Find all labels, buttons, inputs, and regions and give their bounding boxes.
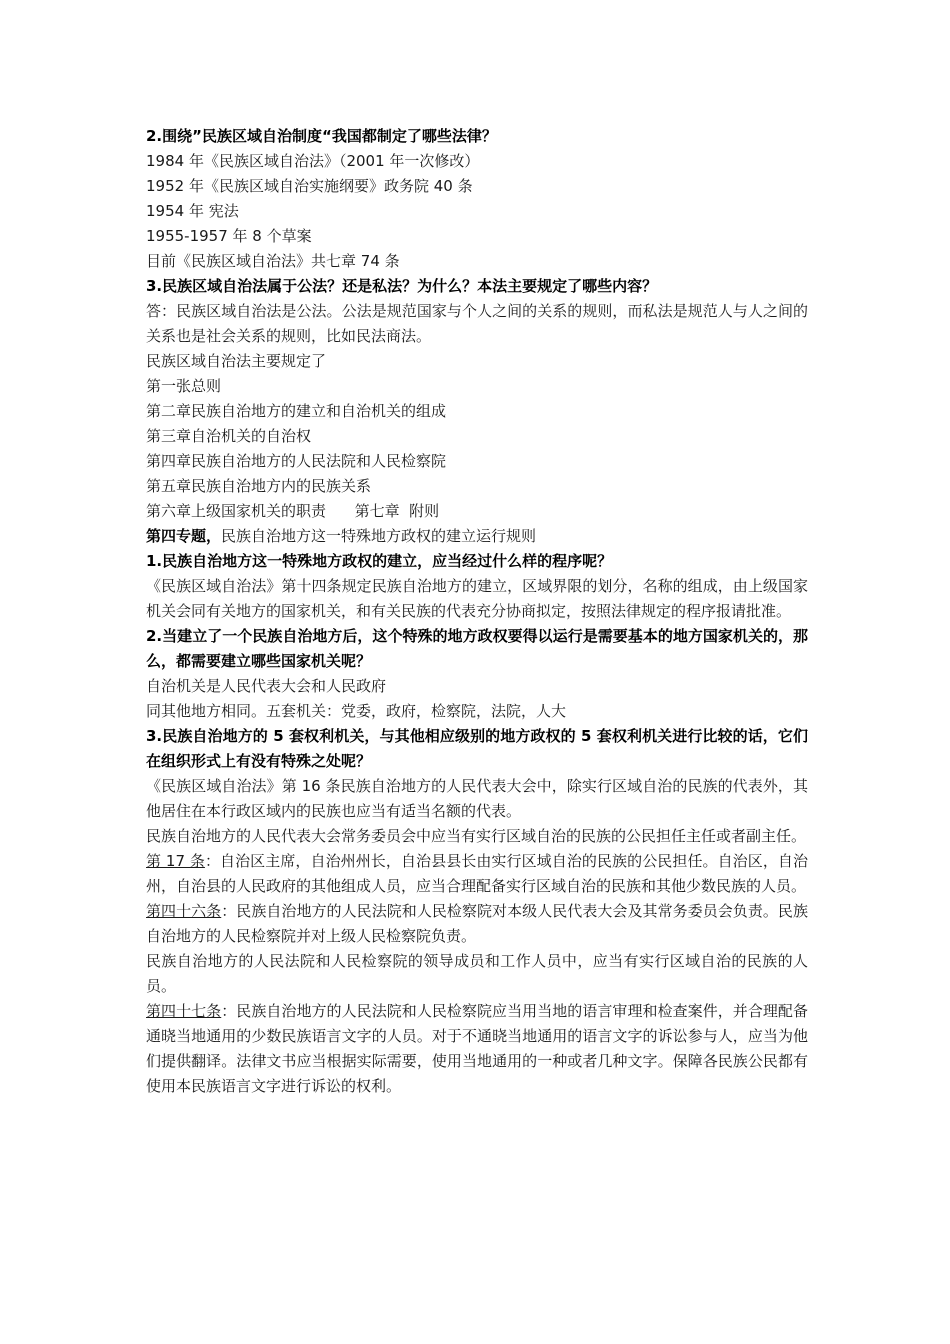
- chapter-item: 第六章上级国家机关的职责 第七章 附则: [146, 502, 440, 520]
- article-17-label: 第 17 条: [146, 852, 205, 870]
- five-organs-line: 同其他地方相同。五套机关：党委，政府，检察院，法院，人大: [146, 702, 567, 720]
- chapter-item: 第一张总则: [146, 377, 222, 395]
- chapters-intro: 民族区域自治法主要规定了: [146, 352, 327, 370]
- article-47-label: 第四十七条: [146, 1002, 222, 1020]
- article-17-paragraph: [146, 849, 808, 899]
- document-page: [146, 124, 808, 1099]
- chapter-item: 第四章民族自治地方的人民法院和人民检察院: [146, 452, 447, 470]
- standing-committee-paragraph: 民族自治地方的人民代表大会常务委员会中应当有实行区域自治的民族的公民担任主任或者副主任。: [146, 827, 807, 845]
- law-item: 目前《民族区域自治法》共七章 74 条: [146, 252, 400, 270]
- topic-4-label: 第四专题，: [146, 527, 222, 545]
- question-3-heading: 3.民族区域自治法属于公法？还是私法？为什么？本法主要规定了哪些内容？: [146, 277, 658, 295]
- law-item: 1952 年《民族区域自治实施纲要》政务院 40 条: [146, 177, 473, 195]
- article-46-label: 第四十六条: [146, 902, 222, 920]
- chapter-item: 第三章自治机关的自治权: [146, 427, 312, 445]
- chapter-item: 第五章民族自治地方内的民族关系: [146, 477, 372, 495]
- topic-4-question-1-heading: 1.民族自治地方这一特殊地方政权的建立，应当经过什么样的程序呢？: [146, 552, 613, 570]
- law-item: 1954 年 宪法: [146, 202, 239, 220]
- article-46-text: ：民族自治地方的人民法院和人民检察院对本级人民代表大会及其常务委员会负责。民族自治地方的人民检察院并对上级人民检察院负责。: [146, 902, 808, 945]
- question-3-answer: 答：民族区域自治法是公法。公法是规范国家与个人之间的关系的规则，而私法是规范人与人之间的关系也是社会关系的规则，比如民法商法。: [146, 302, 808, 345]
- article-17-text: ：自治区主席，自治州州长，自治县县长由实行区域自治的民族的公民担任。自治区，自治州，自治县的人民政府的其他组成人员，应当合理配备实行区域自治的民族和其他少数民族的人员。: [146, 852, 808, 895]
- topic-4-title: [146, 524, 808, 549]
- topic-4-question-1-body: 《民族区域自治法》第十四条规定民族自治地方的建立，区域界限的划分，名称的组成，由上级国家机关会同有关地方的国家机关，和有关民族的代表充分协商拟定，按照法律规定的程序报请批准。: [146, 577, 808, 620]
- law-item: 1955-1957 年 8 个草案: [146, 227, 312, 245]
- law-item: 1984 年《民族区域自治法》（2001 年一次修改）: [146, 152, 480, 170]
- article-46-paragraph: [146, 899, 808, 949]
- topic-4-question-3-heading: 3.民族自治地方的 5 套权利机关，与其他相应级别的地方政权的 5 套权利机关进行比较的话，它们在组织形式上有没有特殊之处呢？: [146, 727, 808, 770]
- court-staff-paragraph: 民族自治地方的人民法院和人民检察院的领导成员和工作人员中，应当有实行区域自治的民族的人员。: [146, 952, 808, 995]
- topic-4-question-2-heading: 2.当建立了一个民族自治地方后，这个特殊的地方政权要得以运行是需要基本的地方国家机关的，那么，都需要建立哪些国家机关呢？: [146, 627, 808, 670]
- article-47-paragraph: [146, 999, 808, 1099]
- question-2-heading: 2.围绕”民族区域自治制度“我国都制定了哪些法律？: [146, 127, 497, 145]
- article-16-paragraph: 《民族区域自治法》第 16 条民族自治地方的人民代表大会中，除实行区域自治的民族的代表外，其他居住在本行政区域内的民族也应当有适当名额的代表。: [146, 777, 808, 820]
- chapter-item: 第二章民族自治地方的建立和自治机关的组成: [146, 402, 447, 420]
- article-47-text: ：民族自治地方的人民法院和人民检察院应当用当地的语言审理和检查案件，并合理配备通晓当地通用的少数民族语言文字的人员。对于不通晓当地通用的语言文字的诉讼参与人，应当为他们提供翻译。法律文书应当根据实际需要，使用当地通用的一种或者几种文字。保障各民族公民都有使用本民族语言文字进行诉讼的权利。: [146, 1002, 808, 1095]
- topic-4-text: 民族自治地方这一特殊地方政权的建立运行规则: [221, 527, 537, 545]
- autonomy-organs-line: 自治机关是人民代表大会和人民政府: [146, 677, 387, 695]
